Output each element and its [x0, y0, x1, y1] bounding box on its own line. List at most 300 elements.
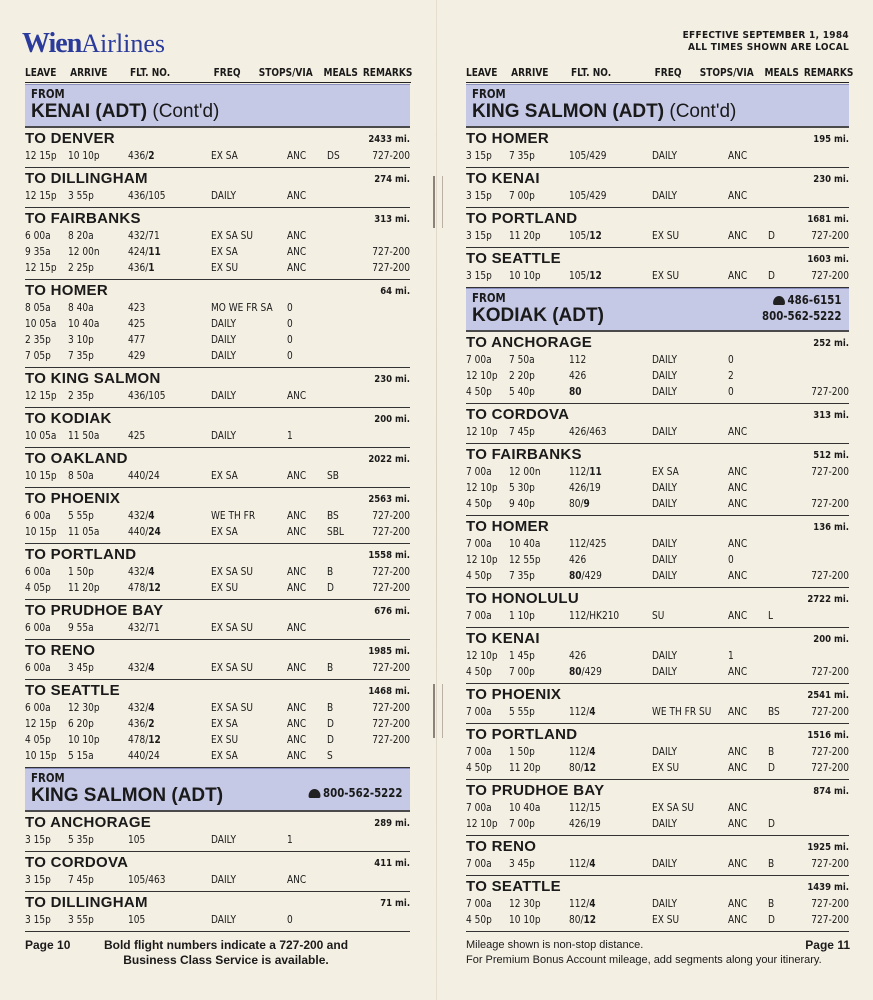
- meals: DS: [327, 149, 340, 162]
- flight-number: 436/105: [128, 189, 166, 202]
- leave-time: 6 00a: [25, 621, 51, 634]
- leave-time: 12 10p: [466, 481, 498, 494]
- remarks: 727-200: [372, 733, 410, 746]
- col-remarks: REMARKS: [803, 66, 854, 79]
- destination-name: TO HOMER: [466, 518, 549, 535]
- flight-row: [466, 648, 849, 664]
- mileage: 64 mi.: [380, 286, 410, 297]
- leave-time: 10 05a: [25, 429, 57, 442]
- frequency: DAILY: [652, 649, 677, 662]
- flight-row: [25, 912, 410, 928]
- stops-via: ANC: [728, 761, 748, 774]
- flight-number: 436/105: [128, 389, 166, 402]
- origin-label: FROM: [31, 771, 65, 785]
- leave-time: 7 00a: [466, 745, 492, 758]
- leave-time: 12 10p: [466, 369, 498, 382]
- arrive-time: 7 35p: [68, 349, 94, 362]
- flight-row: [25, 508, 410, 524]
- leave-time: 6 00a: [25, 565, 51, 578]
- flight-number: 436/2: [128, 717, 155, 730]
- mileage: 1468 mi.: [368, 686, 410, 697]
- frequency: EX SA: [211, 525, 238, 538]
- destination-header: [25, 130, 410, 148]
- arrive-time: 10 10p: [68, 149, 100, 162]
- mileage: 71 mi.: [380, 898, 410, 909]
- leave-time: 4 50p: [466, 761, 492, 774]
- destination-block: [25, 408, 410, 448]
- origin-band: [466, 288, 849, 332]
- telephone-icon: [308, 789, 320, 798]
- flight-number-bold: 24: [148, 525, 161, 538]
- arrive-time: 11 20p: [68, 581, 100, 594]
- flight-number: 432/71: [128, 621, 160, 634]
- leave-time: 3 15p: [466, 269, 492, 282]
- logo-wien: Wien: [22, 28, 82, 59]
- stops-via: 0: [728, 553, 734, 566]
- flight-row: [466, 268, 849, 284]
- arrive-time: 7 45p: [509, 425, 535, 438]
- arrive-time: 5 55p: [509, 705, 535, 718]
- col-arrive: ARRIVE: [511, 66, 549, 79]
- destination-block: [25, 168, 410, 208]
- destination-name: TO ANCHORAGE: [25, 814, 152, 831]
- arrive-time: 9 55a: [68, 621, 94, 634]
- meals: B: [768, 745, 775, 758]
- arrive-time: 2 35p: [68, 389, 94, 402]
- effective-date: [683, 30, 849, 54]
- arrive-time: 11 20p: [509, 229, 541, 242]
- frequency: EX SA SU: [211, 621, 254, 634]
- remarks: 727-200: [372, 245, 410, 258]
- remarks: 727-200: [811, 705, 849, 718]
- phone-number: 800-562-5222: [761, 309, 841, 323]
- stops-via: 0: [728, 385, 734, 398]
- footer-right: [466, 938, 850, 968]
- arrive-time: 7 35p: [509, 569, 535, 582]
- flight-row: [25, 748, 410, 764]
- mileage: 2541 mi.: [807, 690, 849, 701]
- flight-number: 105/463: [128, 873, 166, 886]
- arrive-time: 8 40a: [68, 301, 94, 314]
- leave-time: 9 35a: [25, 245, 51, 258]
- mileage: 2722 mi.: [807, 594, 849, 605]
- leave-time: 12 10p: [466, 425, 498, 438]
- reservation-phone: [308, 785, 402, 801]
- stops-via: ANC: [287, 509, 307, 522]
- meals: B: [768, 857, 775, 870]
- frequency: DAILY: [211, 429, 236, 442]
- frequency: DAILY: [652, 665, 677, 678]
- origin-band: [25, 768, 410, 812]
- leave-time: 12 15p: [25, 149, 57, 162]
- flight-number: 426/19: [569, 817, 601, 830]
- flight-number-bold: 4: [589, 857, 596, 870]
- flight-number-bold: 12: [589, 229, 602, 242]
- mileage: 676 mi.: [374, 606, 410, 617]
- leave-time: 7 00a: [466, 609, 492, 622]
- frequency: DAILY: [652, 189, 677, 202]
- destination-header: [466, 130, 849, 148]
- arrive-time: 5 40p: [509, 385, 535, 398]
- origin-city: KING SALMON (ADT) (Cont'd): [472, 101, 737, 122]
- origin-city: KING SALMON (ADT): [31, 785, 224, 806]
- col-flt: FLT. NO.: [129, 66, 171, 79]
- flight-row: [466, 800, 849, 816]
- frequency: DAILY: [652, 897, 677, 910]
- destination-name: TO SEATTLE: [25, 682, 120, 699]
- flight-number: 440/24: [128, 749, 160, 762]
- stops-via: ANC: [728, 425, 748, 438]
- frequency: MO WE FR SA: [211, 301, 273, 314]
- arrive-time: 9 40p: [509, 497, 535, 510]
- col-stops: STOPS/VIA: [699, 66, 754, 79]
- remarks: 727-200: [811, 913, 849, 926]
- destination-block: [466, 208, 849, 248]
- frequency: EX SU: [211, 733, 239, 746]
- arrive-time: 7 45p: [68, 873, 94, 886]
- flight-row: [25, 260, 410, 276]
- arrive-time: 2 20p: [509, 369, 535, 382]
- meals: B: [327, 661, 334, 674]
- leave-time: 7 00a: [466, 801, 492, 814]
- origin-label: FROM: [31, 87, 65, 101]
- flight-row: [25, 872, 410, 888]
- stops-via: ANC: [728, 665, 748, 678]
- flight-number: 426/19: [569, 481, 601, 494]
- arrive-time: 7 00p: [509, 189, 535, 202]
- flight-row: [466, 744, 849, 760]
- destination-header: [466, 210, 849, 228]
- flight-number: 105/12: [569, 269, 602, 282]
- leave-time: 7 00a: [466, 465, 492, 478]
- mileage: 313 mi.: [374, 214, 410, 225]
- stops-via: ANC: [287, 733, 307, 746]
- frequency: EX SU: [652, 229, 680, 242]
- destination-name: TO PRUDHOE BAY: [25, 602, 164, 619]
- destination-name: TO PHOENIX: [25, 490, 121, 507]
- frequency: EX SA SU: [652, 801, 695, 814]
- leave-time: 7 00a: [466, 897, 492, 910]
- flight-number: 440/24: [128, 525, 161, 538]
- mileage: 1439 mi.: [807, 882, 849, 893]
- destination-header: [25, 602, 410, 620]
- remarks: 727-200: [372, 565, 410, 578]
- frequency: DAILY: [652, 553, 677, 566]
- col-meals: MEALS: [764, 66, 799, 79]
- meals: SB: [327, 469, 339, 482]
- flight-number: 105: [128, 913, 146, 926]
- frequency: EX SA SU: [211, 229, 254, 242]
- destination-header: [25, 210, 410, 228]
- meals: D: [327, 733, 334, 746]
- stops-via: ANC: [287, 149, 307, 162]
- flight-number-bold: 12: [583, 913, 597, 926]
- leave-time: 10 15p: [25, 525, 57, 538]
- destination-name: TO RENO: [25, 642, 96, 659]
- stops-via: ANC: [728, 481, 748, 494]
- effective-line1: EFFECTIVE SEPTEMBER 1, 1984: [682, 30, 849, 41]
- destination-block: [466, 628, 849, 684]
- flight-row: [25, 228, 410, 244]
- meals: B: [327, 701, 334, 714]
- col-arrive: ARRIVE: [70, 66, 108, 79]
- stops-via: ANC: [287, 581, 307, 594]
- flight-row: [466, 912, 849, 928]
- remarks: 727-200: [372, 717, 410, 730]
- destination-header: [466, 518, 849, 536]
- leave-time: 4 50p: [466, 913, 492, 926]
- stops-via: 0: [287, 301, 293, 314]
- flight-number: 112/4: [569, 745, 596, 758]
- flight-row: [466, 480, 849, 496]
- flight-number-bold: 4: [589, 745, 596, 758]
- stops-via: ANC: [287, 389, 307, 402]
- mileage: 512 mi.: [813, 450, 849, 461]
- mileage: 874 mi.: [813, 786, 849, 797]
- destination-header: [25, 546, 410, 564]
- destination-header: [466, 170, 849, 188]
- frequency: DAILY: [211, 317, 236, 330]
- flight-number-bold: 12: [589, 269, 602, 282]
- frequency: EX SA SU: [211, 565, 254, 578]
- flight-number: 112/425: [569, 537, 607, 550]
- flight-row: [466, 148, 849, 164]
- destination-header: [25, 854, 410, 872]
- mileage: 1925 mi.: [807, 842, 849, 853]
- destination-header: [466, 686, 849, 704]
- remarks: 727-200: [811, 745, 849, 758]
- remarks: 727-200: [372, 661, 410, 674]
- destination-block: [25, 600, 410, 640]
- flight-number: 105: [128, 833, 146, 846]
- stops-via: ANC: [287, 873, 307, 886]
- flight-row: [25, 244, 410, 260]
- mileage: 289 mi.: [374, 818, 410, 829]
- destination-header: [466, 726, 849, 744]
- flight-number: 425: [128, 429, 146, 442]
- destination-block: [25, 448, 410, 488]
- stops-via: ANC: [728, 269, 748, 282]
- frequency: DAILY: [652, 817, 677, 830]
- arrive-time: 12 30p: [509, 897, 541, 910]
- flight-row: [466, 856, 849, 872]
- flight-number: 112/15: [569, 801, 601, 814]
- stops-via: 1: [728, 649, 734, 662]
- arrive-time: 1 45p: [509, 649, 535, 662]
- flight-number: 112/4: [569, 897, 596, 910]
- frequency: DAILY: [211, 913, 236, 926]
- destination-header: [466, 334, 849, 352]
- destination-header: [466, 406, 849, 424]
- arrive-time: 11 20p: [509, 761, 541, 774]
- mileage: 230 mi.: [813, 174, 849, 185]
- mileage: 2563 mi.: [368, 494, 410, 505]
- destination-name: TO ANCHORAGE: [466, 334, 593, 351]
- origin-band: [25, 84, 410, 128]
- meals: D: [327, 581, 334, 594]
- flight-number-bold: 4: [148, 661, 155, 674]
- frequency: EX SA SU: [211, 661, 254, 674]
- destination-block: [466, 404, 849, 444]
- flight-number: 112/4: [569, 705, 596, 718]
- leave-time: 6 00a: [25, 229, 51, 242]
- destination-header: [25, 370, 410, 388]
- flight-number: 440/24: [128, 469, 160, 482]
- arrive-time: 3 45p: [68, 661, 94, 674]
- destination-name: TO PRUDHOE BAY: [466, 782, 605, 799]
- frequency: EX SA: [211, 149, 238, 162]
- col-freq: FREQ: [213, 66, 241, 79]
- logo-airlines: Airlines: [81, 29, 166, 58]
- mileage: 1985 mi.: [368, 646, 410, 657]
- meals: D: [768, 229, 775, 242]
- flight-row: [25, 188, 410, 204]
- leave-time: 7 00a: [466, 857, 492, 870]
- destination-block: [25, 208, 410, 280]
- effective-line2: ALL TIMES SHOWN ARE LOCAL: [688, 42, 849, 53]
- frequency: DAILY: [652, 369, 677, 382]
- remarks: 727-200: [372, 581, 410, 594]
- destination-block: [466, 168, 849, 208]
- destination-name: TO PORTLAND: [466, 726, 578, 743]
- flight-number-bold: 4: [589, 897, 596, 910]
- frequency: EX SA: [211, 749, 238, 762]
- stops-via: ANC: [728, 817, 748, 830]
- stops-via: 0: [728, 353, 734, 366]
- destination-block: [25, 640, 410, 680]
- arrive-time: 10 40a: [509, 801, 541, 814]
- page-number: Page 11: [805, 938, 850, 952]
- meals: D: [768, 817, 775, 830]
- arrive-time: 12 00n: [68, 245, 100, 258]
- stops-via: ANC: [287, 469, 307, 482]
- destination-block: [25, 812, 410, 852]
- flight-number: 80/9: [569, 497, 590, 510]
- continued-label: (Cont'd): [664, 101, 737, 122]
- stops-via: ANC: [287, 661, 307, 674]
- stops-via: ANC: [728, 705, 748, 718]
- leave-time: 3 15p: [466, 189, 492, 202]
- flight-number: 477: [128, 333, 146, 346]
- stops-via: ANC: [728, 745, 748, 758]
- arrive-time: 5 35p: [68, 833, 94, 846]
- stops-via: ANC: [728, 913, 748, 926]
- destination-block: [466, 876, 849, 932]
- flight-number: 112/4: [569, 857, 596, 870]
- origin-band: [466, 84, 849, 128]
- destination-name: TO PHOENIX: [466, 686, 562, 703]
- flight-number: 426: [569, 649, 587, 662]
- frequency: EX SU: [652, 269, 680, 282]
- frequency: DAILY: [211, 389, 236, 402]
- stops-via: 1: [287, 833, 293, 846]
- flight-number: 432/4: [128, 701, 155, 714]
- leave-time: 3 15p: [25, 833, 51, 846]
- remarks: 727-200: [811, 497, 849, 510]
- flight-number: 105/429: [569, 149, 607, 162]
- flight-row: [466, 368, 849, 384]
- arrive-time: 3 55p: [68, 913, 94, 926]
- meals: SBL: [327, 525, 344, 538]
- flight-number-bold: 4: [148, 509, 155, 522]
- arrive-time: 8 20a: [68, 229, 94, 242]
- frequency: DAILY: [211, 833, 236, 846]
- flight-number-bold: 4: [589, 705, 596, 718]
- flight-number: 112/11: [569, 465, 602, 478]
- frequency: DAILY: [652, 385, 677, 398]
- frequency: DAILY: [652, 857, 677, 870]
- stops-via: ANC: [728, 897, 748, 910]
- arrive-time: 5 15a: [68, 749, 94, 762]
- frequency: EX SA: [211, 717, 238, 730]
- frequency: EX SU: [652, 761, 680, 774]
- flight-row: [25, 428, 410, 444]
- footer-line2: For Premium Bonus Account mileage, add segments along your itinerary.: [466, 954, 822, 966]
- mileage: 195 mi.: [813, 134, 849, 145]
- remarks: 727-200: [811, 385, 849, 398]
- reservation-phone: [762, 292, 841, 324]
- flight-number: 436/1: [128, 261, 155, 274]
- destination-block: [25, 892, 410, 932]
- destination-header: [466, 250, 849, 268]
- leave-time: 8 05a: [25, 301, 51, 314]
- page-11: [437, 0, 873, 1000]
- remarks: 727-200: [372, 525, 410, 538]
- remarks: 727-200: [811, 465, 849, 478]
- footer-note-rest: flight numbers indicate a 727-200 and Business Class Service is available.: [123, 938, 349, 967]
- flight-number: 478/12: [128, 581, 161, 594]
- meals: B: [768, 897, 775, 910]
- phone-number: 486-6151: [762, 292, 841, 308]
- destination-name: TO SEATTLE: [466, 878, 561, 895]
- flight-number-bold: 80: [569, 569, 582, 582]
- mileage: 2022 mi.: [368, 454, 410, 465]
- flight-number: 426: [569, 369, 587, 382]
- destination-block: [466, 836, 849, 876]
- stops-via: ANC: [728, 537, 748, 550]
- destination-header: [25, 450, 410, 468]
- frequency: EX SU: [652, 913, 680, 926]
- destination-block: [466, 516, 849, 588]
- stops-via: ANC: [287, 621, 307, 634]
- remarks: 727-200: [811, 569, 849, 582]
- col-meals: MEALS: [323, 66, 358, 79]
- destination-header: [25, 410, 410, 428]
- arrive-time: 6 20p: [68, 717, 94, 730]
- flight-row: [25, 332, 410, 348]
- destination-name: TO CORDOVA: [25, 854, 129, 871]
- destination-name: TO KING SALMON: [25, 370, 161, 387]
- stops-via: 0: [287, 913, 293, 926]
- destination-block: [25, 852, 410, 892]
- leave-time: 4 05p: [25, 581, 51, 594]
- meals: D: [327, 717, 334, 730]
- arrive-time: 10 10p: [68, 733, 100, 746]
- stops-via: ANC: [287, 261, 307, 274]
- stops-via: ANC: [287, 717, 307, 730]
- destination-block: [466, 684, 849, 724]
- destination-block: [466, 332, 849, 404]
- flight-number-bold: 80: [569, 665, 582, 678]
- arrive-time: 11 05a: [68, 525, 100, 538]
- destination-block: [466, 588, 849, 628]
- stops-via: 0: [287, 349, 293, 362]
- frequency: EX SU: [211, 261, 239, 274]
- leave-time: 10 15p: [25, 469, 57, 482]
- flight-number: 80/12: [569, 761, 597, 774]
- destination-header: [466, 590, 849, 608]
- footer-line1: Mileage shown is non-stop distance.: [466, 939, 644, 951]
